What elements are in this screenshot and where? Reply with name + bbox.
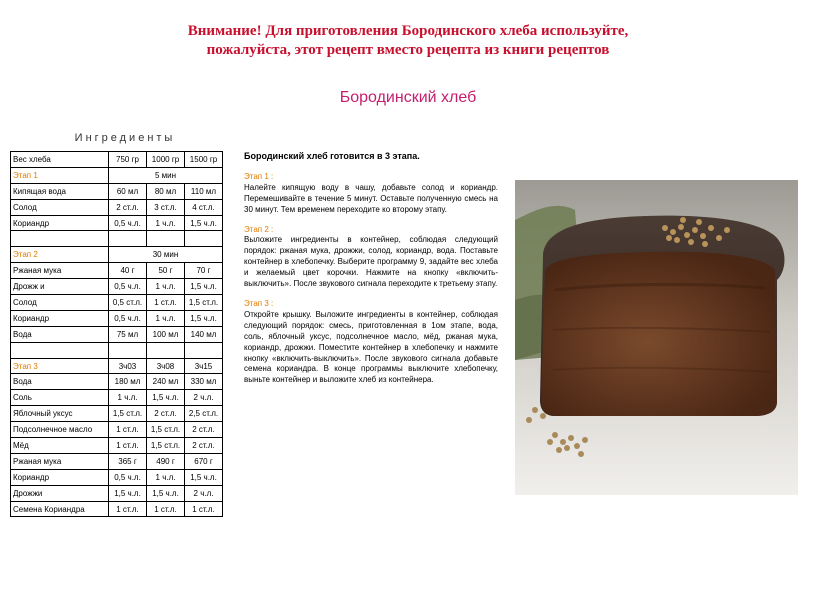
ingredient-amount: 2 ст.л. (185, 438, 223, 454)
ingredient-amount: 40 г (109, 263, 147, 279)
empty-cell (185, 231, 223, 247)
ingredient-amount: 1,5 ч.л. (185, 215, 223, 231)
ingredient-name: Солод (11, 295, 109, 311)
empty-cell (185, 342, 223, 358)
table-row (11, 183, 223, 199)
ingredient-amount: 1,5 ст.л. (147, 422, 185, 438)
empty-cell (11, 342, 109, 358)
ingredient-amount: 0,5 ч.л. (109, 469, 147, 485)
ingredient-amount: 365 г (109, 453, 147, 469)
header-cell: Вес хлеба (11, 152, 109, 168)
ingredient-name: Дрожжи (11, 485, 109, 501)
stage-instructions (244, 172, 498, 216)
stage-duration: 5 мин (109, 167, 223, 183)
ingredient-name: Вода (11, 326, 109, 342)
ingredient-amount: 75 мл (109, 326, 147, 342)
ingredient-amount: 1,5 ч.л. (109, 485, 147, 501)
ingredient-amount: 240 мл (147, 374, 185, 390)
stage-duration: 3ч15 (185, 358, 223, 374)
stage-label: Этап 2 (11, 247, 109, 263)
ingredient-name: Кипящая вода (11, 183, 109, 199)
ingredient-amount: 2 ст.л. (109, 199, 147, 215)
table-row (11, 485, 223, 501)
ingredient-amount: 4 ст.л. (185, 199, 223, 215)
ingredient-amount: 1 ч.л. (147, 215, 185, 231)
stage-duration: 3ч08 (147, 358, 185, 374)
ingredient-name: Ржаная мука (11, 453, 109, 469)
table-spacer-row (11, 231, 223, 247)
header-cell: 1500 гр (185, 152, 223, 168)
stage-label: Этап 3 (11, 358, 109, 374)
ingredient-amount: 140 мл (185, 326, 223, 342)
stage-text: Налейте кипящую воду в чашу, добавьте солод и кориандр. Перемешивайте в течение 5 минут. Оставьте полученную смесь на 30 минут. Тем временем переходите ко второму этапу. (244, 182, 498, 214)
empty-cell (11, 231, 109, 247)
ingredient-amount: 2 ст.л. (147, 406, 185, 422)
ingredient-amount: 0,5 ч.л. (109, 279, 147, 295)
ingredient-amount: 1 ч.л. (147, 310, 185, 326)
ingredient-amount: 1,5 ст.л. (109, 406, 147, 422)
ingredient-amount: 1 ч.л. (147, 469, 185, 485)
ingredient-name: Солод (11, 199, 109, 215)
ingredient-amount: 1,5 ст.л. (185, 295, 223, 311)
ingredient-name: Ржаная мука (11, 263, 109, 279)
ingredient-amount: 1 ч.л. (147, 279, 185, 295)
ingredient-amount: 2 ч.л. (185, 485, 223, 501)
ingredient-amount: 1 ст.л. (109, 422, 147, 438)
table-row (11, 469, 223, 485)
ingredient-name: Яблочный уксус (11, 406, 109, 422)
ingredient-amount: 1,5 ч.л. (147, 485, 185, 501)
ingredient-amount: 1 ст.л. (109, 438, 147, 454)
ingredient-amount: 2 ч.л. (185, 390, 223, 406)
ingredient-name: Мёд (11, 438, 109, 454)
ingredient-amount: 1,5 ч.л. (185, 310, 223, 326)
ingredient-amount: 0,5 ст.л. (109, 295, 147, 311)
ingredient-amount: 0,5 ч.л. (109, 215, 147, 231)
ingredient-amount: 490 г (147, 453, 185, 469)
stage-row (11, 247, 223, 263)
table-row (11, 453, 223, 469)
instructions-intro: Бородинский хлеб готовится в 3 этапа. (244, 151, 420, 161)
ingredient-amount: 1,5 ч.л. (147, 390, 185, 406)
table-row (11, 501, 223, 517)
ingredient-amount: 1 ст.л. (147, 501, 185, 517)
stage-duration: 30 мин (109, 247, 223, 263)
ingredients-table (10, 151, 223, 517)
ingredient-amount: 1 ст.л. (147, 295, 185, 311)
stage-text: Выложите ингредиенты в контейнер, соблюдая следующий порядок: ржаная мука, дрожжи, солод, кориандр, вода. Поставьте контейнер в хлебопечку. Выберите программу 9, задайте вес хлеба и желаемый цвет корочки. Нажмите на кнопку «включить-выключить». После звукового сигнала переходите к третьему этапу. (244, 235, 498, 289)
ingredient-amount: 60 мл (109, 183, 147, 199)
ingredient-amount: 100 мл (147, 326, 185, 342)
stage-duration: 3ч03 (109, 358, 147, 374)
ingredient-amount: 330 мл (185, 374, 223, 390)
table-row (11, 263, 223, 279)
ingredient-name: Кориандр (11, 469, 109, 485)
table-row (11, 422, 223, 438)
table-spacer-row (11, 342, 223, 358)
table-header-row (11, 152, 223, 168)
ingredient-name: Соль (11, 390, 109, 406)
ingredient-amount: 110 мл (185, 183, 223, 199)
ingredient-name: Семена Кориандра (11, 501, 109, 517)
ingredient-amount: 1,5 ч.л. (185, 279, 223, 295)
stage-row (11, 358, 223, 374)
ingredient-amount: 2 ст.л. (185, 422, 223, 438)
notice-line-1: Внимание! Для приготовления Бородинского хлеба используйте, (187, 23, 629, 39)
empty-cell (109, 342, 147, 358)
ingredient-amount: 670 г (185, 453, 223, 469)
table-row (11, 310, 223, 326)
ingredient-amount: 2,5 ст.л. (185, 406, 223, 422)
bread-image (515, 180, 798, 495)
ingredient-amount: 70 г (185, 263, 223, 279)
stage-title: Этап 1 : (244, 171, 274, 181)
ingredient-amount: 80 мл (147, 183, 185, 199)
ingredient-amount: 50 г (147, 263, 185, 279)
ingredient-name: Кориандр (11, 310, 109, 326)
empty-cell (109, 231, 147, 247)
ingredient-amount: 180 мл (109, 374, 147, 390)
header-cell: 1000 гр (147, 152, 185, 168)
notice-line-2: пожалуйста, этот рецепт вместо рецепта из книги рецептов (206, 42, 610, 58)
notice (0, 22, 816, 60)
stage-instructions (244, 225, 498, 290)
stage-instructions (244, 299, 498, 386)
table-row (11, 295, 223, 311)
table-row (11, 279, 223, 295)
ingredient-name: Вода (11, 374, 109, 390)
instructions (244, 151, 498, 395)
ingredient-amount: 1 ст.л. (185, 501, 223, 517)
ingredient-amount: 3 ст.л. (147, 199, 185, 215)
empty-cell (147, 231, 185, 247)
table-row (11, 326, 223, 342)
ingredient-amount: 1,5 ст.л. (147, 438, 185, 454)
stage-label: Этап 1 (11, 167, 109, 183)
page-title: Бородинский хлеб (339, 89, 477, 106)
ingredient-name: Дрожж и (11, 279, 109, 295)
ingredient-amount: 0,5 ч.л. (109, 310, 147, 326)
ingredient-amount: 1 ст.л. (109, 501, 147, 517)
ingredient-amount: 1 ч.л. (109, 390, 147, 406)
header-cell: 750 гр (109, 152, 147, 168)
ingredient-name: Подсолнечное масло (11, 422, 109, 438)
ingredient-amount: 1,5 ч.л. (185, 469, 223, 485)
table-row (11, 390, 223, 406)
stage-title: Этап 3 : (244, 298, 274, 308)
bread-photo (515, 180, 798, 495)
ingredient-name: Кориандр (11, 215, 109, 231)
stage-row (11, 167, 223, 183)
ingredients-heading: Ингредиенты (74, 132, 176, 144)
table-row (11, 215, 223, 231)
table-row (11, 438, 223, 454)
empty-cell (147, 342, 185, 358)
table-row (11, 406, 223, 422)
stage-text: Откройте крышку. Выложите ингредиенты в контейнер, соблюдая следующий порядок: смесь, приготовленная в 1ом этапе, вода, соль, яблочный уксус, подсолнечное масло, мёд, ржаная мука, кориандр, дрожжи. Поместите контейнер в хлебопечку и нажмите кнопку «включить-выключить». После звукового сигнала добавьте семена кориандра. В конце программы выключите хлебопечку, выньте контейнер и выложите хлеб из контейнера. (244, 309, 498, 385)
table-row (11, 199, 223, 215)
stage-title: Этап 2 : (244, 224, 274, 234)
table-row (11, 374, 223, 390)
